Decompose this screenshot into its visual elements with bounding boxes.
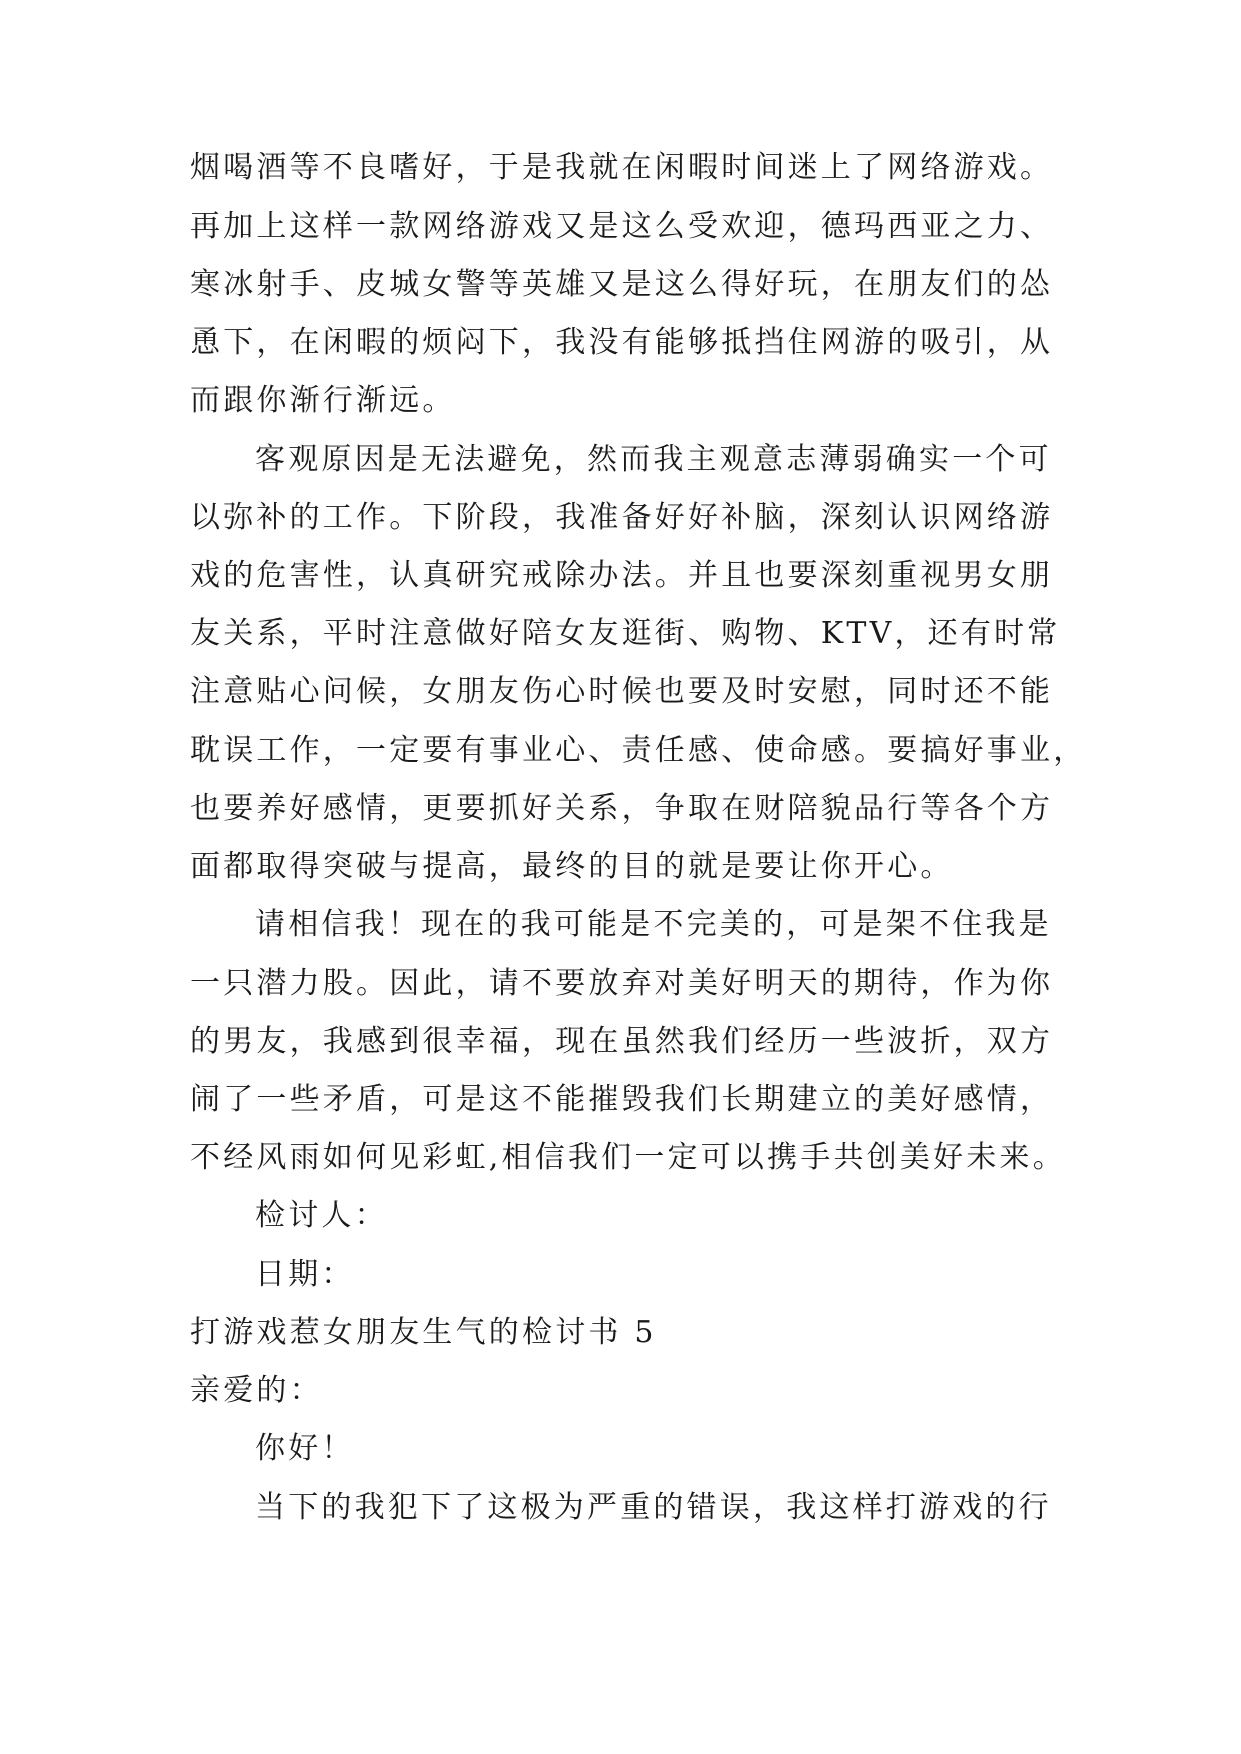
text-line: 注意贴心问候，女朋友伤心时候也要及时安慰，同时还不能 [190, 674, 1054, 709]
text-line: 以弥补的工作。下阶段，我准备好好补脑，深刻认识网络游 [190, 500, 1054, 535]
date-label: 日期： [255, 1257, 355, 1292]
text-line: 恿下，在闲暇的烦闷下，我没有能够抵挡住网游的吸引，从 [190, 325, 1054, 360]
text-line: 的男友，我感到很幸福，现在虽然我们经历一些波折，双方 [190, 1024, 1054, 1059]
paragraph-start-line: 当下的我犯下了这极为严重的错误，我这样打游戏的行 [255, 1490, 1052, 1525]
text-line: 再加上这样一款网络游戏又是这么受欢迎，德玛西亚之力、 [190, 209, 1054, 244]
signature-label: 检讨人： [255, 1198, 388, 1233]
text-line: 一只潜力股。因此，请不要放弃对美好明天的期待，作为你 [190, 966, 1054, 1001]
salutation: 亲爱的： [190, 1373, 323, 1408]
text-line: 烟喝酒等不良嗜好，于是我就在闲暇时间迷上了网络游戏。 [190, 150, 1054, 185]
text-line: 面都取得突破与提高，最终的目的就是要让你开心。 [190, 849, 954, 884]
text-line: 也要养好感情，更要抓好关系，争取在财陪貌品行等各个方 [190, 791, 1054, 826]
text-line: 闹了一些矛盾，可是这不能摧毁我们长期建立的美好感情， [190, 1082, 1054, 1117]
section-title: 打游戏惹女朋友生气的检讨书 5 [190, 1315, 657, 1350]
paragraph-start-line: 请相信我！现在的我可能是不完美的，可是架不住我是 [255, 907, 1052, 942]
text-line: 不经风雨如何见彩虹,相信我们一定可以携手共创美好未来。 [190, 1140, 1066, 1175]
text-line: 寒冰射手、皮城女警等英雄又是这么得好玩，在朋友们的怂 [190, 267, 1054, 302]
text-line: 而跟你渐行渐远。 [190, 383, 456, 418]
greeting: 你好！ [255, 1431, 355, 1466]
text-line: 戏的危害性，认真研究戒除办法。并且也要深刻重视男女朋 [190, 558, 1054, 593]
text-line: 友关系，平时注意做好陪女友逛街、购物、KTV，还有时常 [190, 616, 1061, 651]
text-line: 耽误工作，一定要有事业心、责任感、使命感。要搞好事业， [190, 733, 1087, 768]
paragraph-start-line: 客观原因是无法避免，然而我主观意志薄弱确实一个可 [255, 442, 1052, 477]
